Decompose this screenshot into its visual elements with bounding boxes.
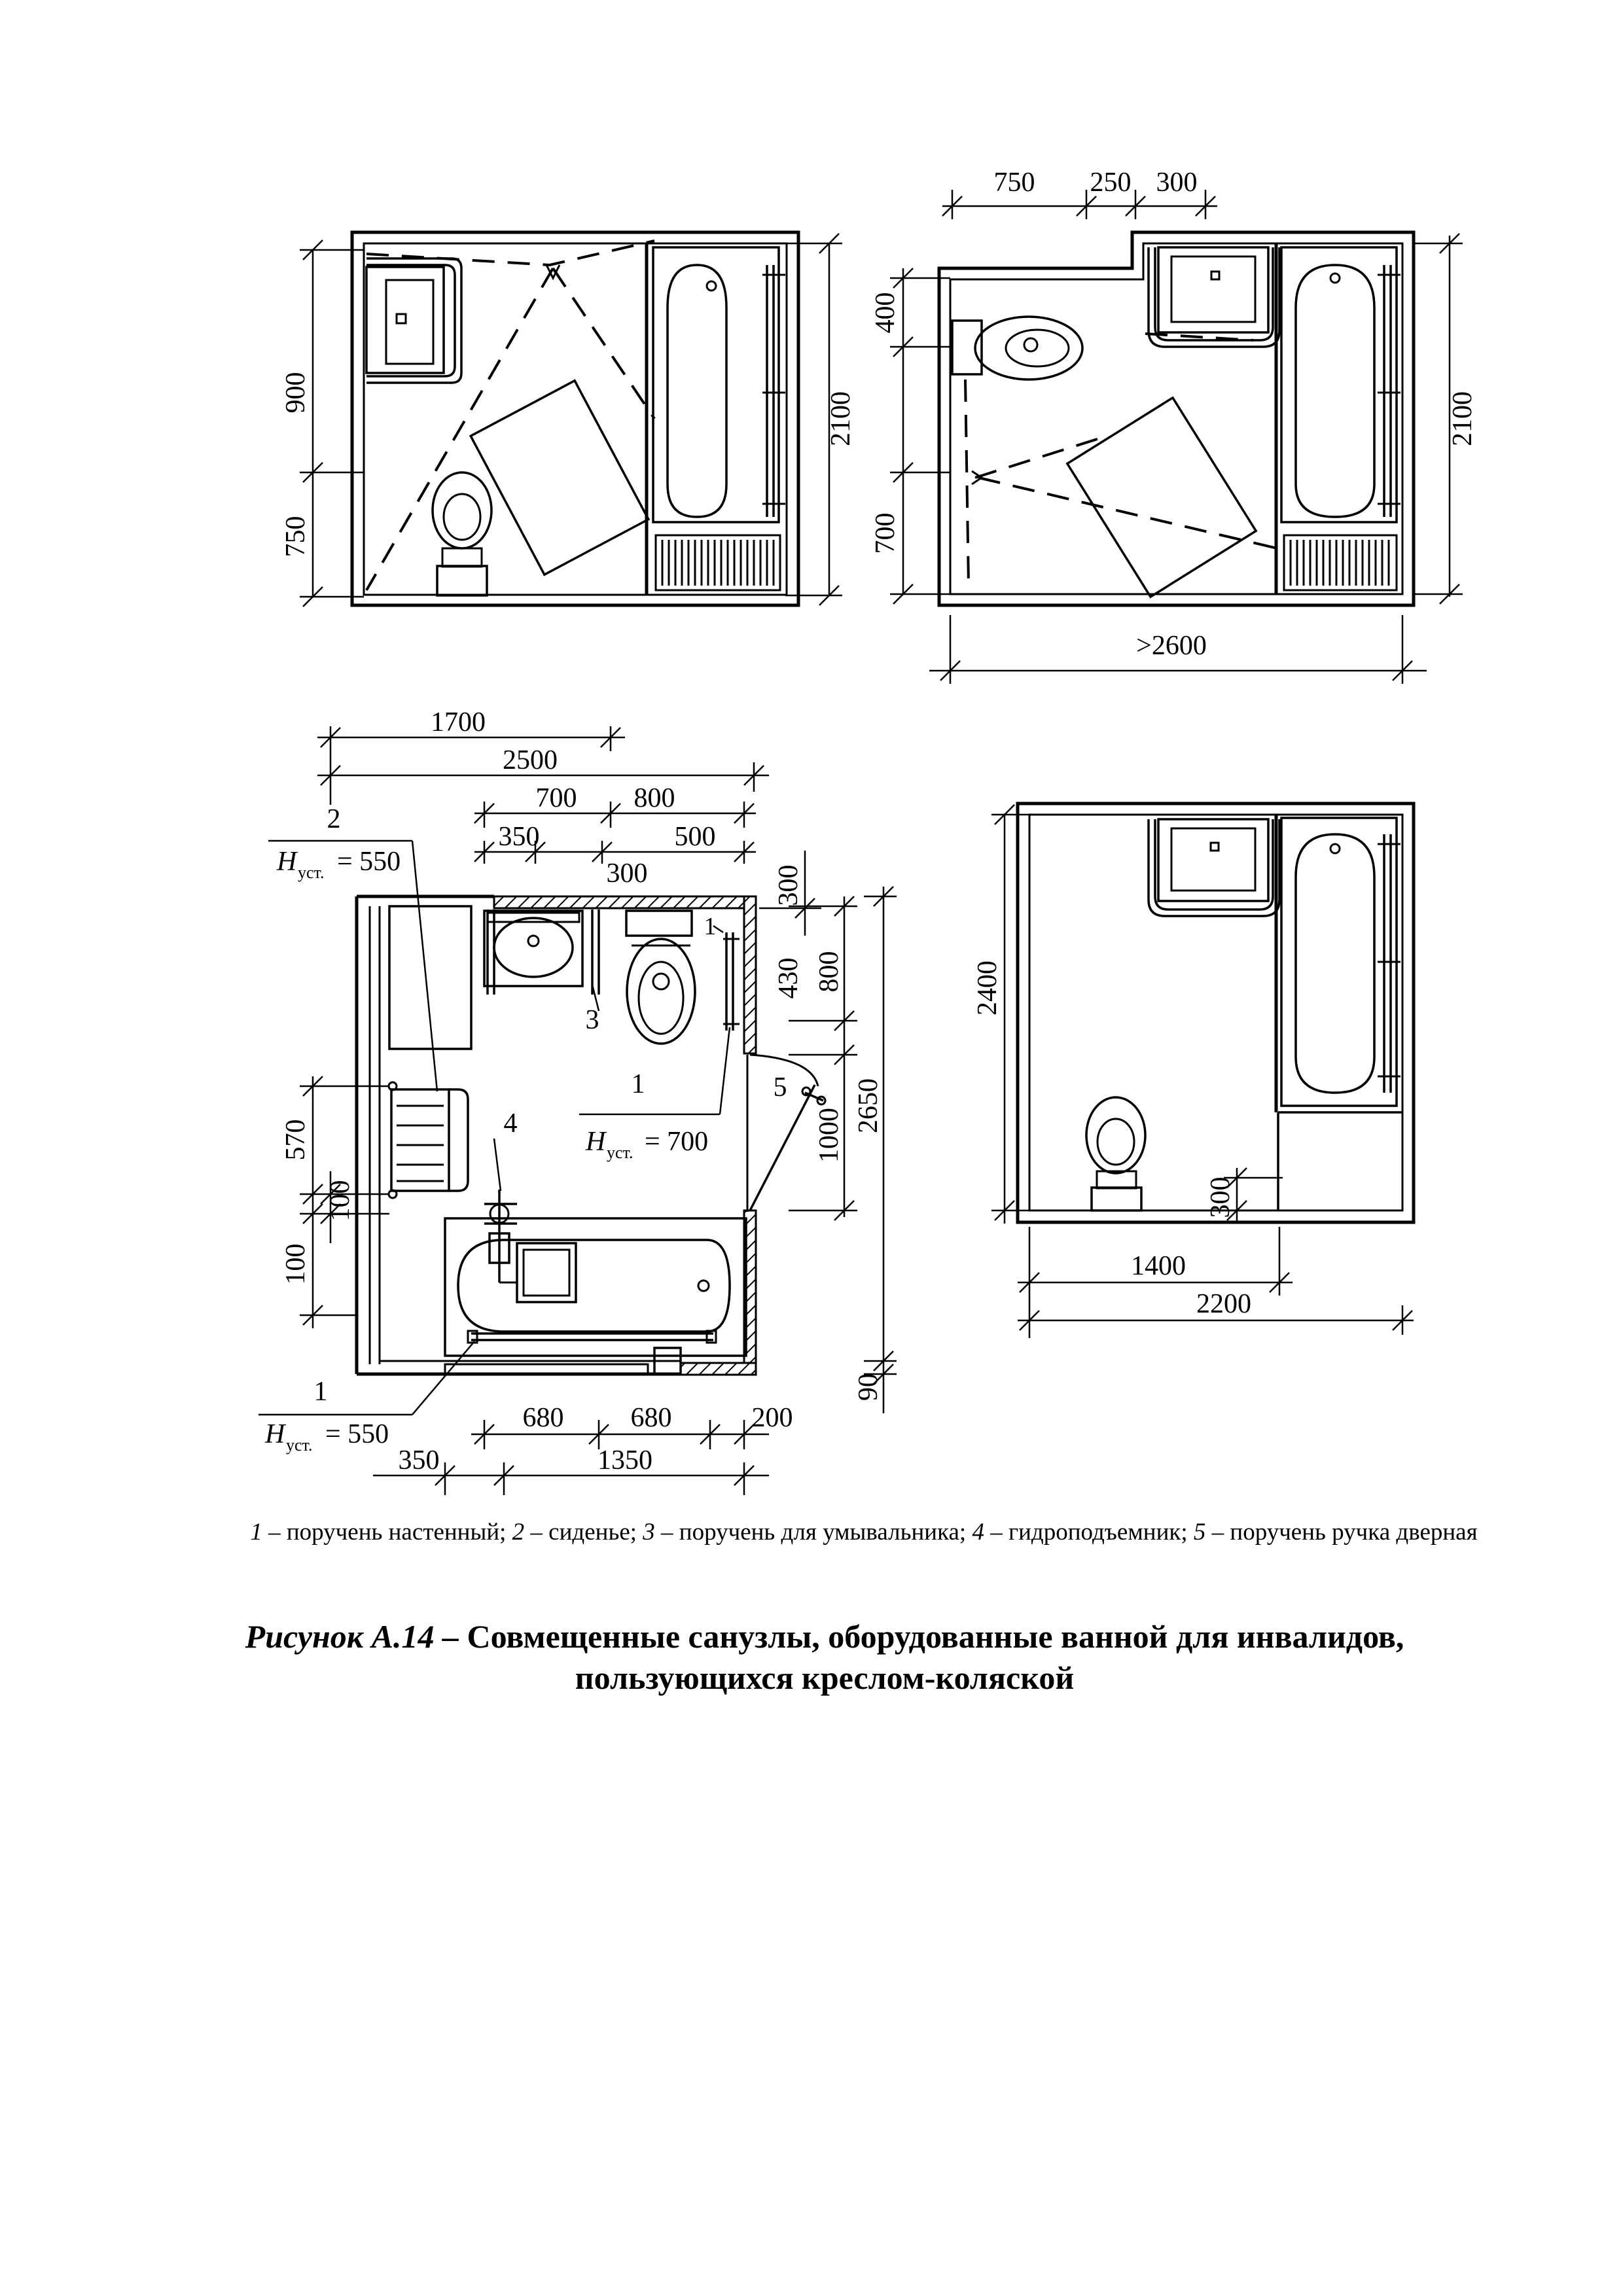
callout-2-sub: уст. [298, 863, 325, 882]
dim-350-bottom: 350 [398, 1445, 440, 1475]
dim-300-right: 300 [774, 864, 804, 906]
dim-900: 900 [281, 372, 311, 414]
bath-handrail [762, 265, 785, 517]
figure-legend [236, 1517, 1492, 1548]
dim-680-right: 680 [630, 1403, 672, 1433]
dim-300-top: 300 [606, 858, 648, 889]
callout-1b-sub: уст. [607, 1143, 633, 1162]
dim-750: 750 [993, 168, 1035, 198]
dim-350: 350 [498, 822, 540, 852]
plan-top-right [870, 168, 1478, 684]
toilet [626, 911, 695, 1044]
bathtub [647, 243, 780, 595]
hydraulic-lift [484, 1190, 576, 1302]
callout-1c-sub: уст. [286, 1436, 313, 1455]
plan-bottom-left [259, 707, 897, 1495]
room-outer-wall [1018, 804, 1414, 1222]
toilet [952, 317, 1082, 380]
dim-2400: 2400 [972, 961, 1003, 1016]
room-inner-wall [364, 243, 787, 595]
legend-text-3: – поручень для умывальника; [654, 1519, 972, 1545]
dim-700: 700 [535, 783, 577, 813]
dim-750: 750 [281, 516, 311, 557]
callout-1b-value: = 700 [645, 1127, 709, 1157]
dim-1400: 1400 [1131, 1251, 1186, 1281]
bathtub [1276, 815, 1397, 1112]
legend-num-1: 1 [250, 1519, 262, 1545]
dim-300: 300 [1205, 1176, 1236, 1218]
dimension-lines [991, 805, 1414, 1338]
dim-100-inner: 100 [325, 1180, 355, 1222]
figure-caption [196, 1616, 1453, 1698]
legend-num-3: 3 [643, 1519, 655, 1545]
room-outer-wall [352, 232, 798, 605]
dim-300: 300 [1156, 168, 1198, 198]
dim-2100: 2100 [1448, 391, 1478, 446]
dim-200: 200 [751, 1403, 793, 1433]
legend-text-5: – поручень ручка дверная [1205, 1519, 1478, 1545]
dim-2200: 2200 [1196, 1289, 1251, 1319]
callout-2-h: H [277, 847, 297, 877]
dim-430: 430 [774, 957, 804, 999]
wheelchair-outline [471, 381, 649, 574]
wheelchair-outline [1067, 398, 1256, 597]
dim-1000: 1000 [814, 1108, 844, 1163]
dim-2600: >2600 [1136, 631, 1207, 661]
dim-500: 500 [674, 822, 716, 852]
wall-handrail [723, 932, 740, 1031]
sink [1149, 247, 1279, 347]
dim-800: 800 [633, 783, 675, 813]
caption-text: Совмещенные санузлы, оборудованные ванной для инвалидов, пользующихся креслом-коляской [459, 1618, 1404, 1696]
dim-90: 90 [853, 1373, 883, 1401]
toilet [1086, 1097, 1145, 1210]
callout-5-number: 5 [773, 1072, 787, 1103]
legend-text-4: – гидроподъемник; [984, 1519, 1194, 1545]
dim-400: 400 [870, 292, 901, 334]
legend-num-4: 4 [972, 1519, 984, 1545]
legend-text-1: – поручень настенный; [262, 1519, 512, 1545]
plan-top-left [281, 232, 856, 607]
dimension-lines [890, 190, 1463, 684]
sink [366, 267, 444, 373]
callout-2-value: = 550 [337, 847, 401, 877]
dim-100-outer: 100 [281, 1243, 311, 1285]
toilet [433, 472, 491, 595]
dim-800-right: 800 [814, 951, 844, 993]
legend-num-2: 2 [512, 1519, 525, 1545]
dim-2650: 2650 [853, 1078, 883, 1133]
sink [484, 911, 582, 986]
callout-2-number: 2 [327, 804, 341, 834]
dim-570: 570 [281, 1119, 311, 1161]
legend-num-5: 5 [1193, 1519, 1206, 1545]
fold-down-seat [389, 1082, 468, 1198]
bath-handrail [468, 1331, 716, 1343]
callout-1a-number: 1 [704, 913, 717, 940]
dim-2100: 2100 [826, 391, 856, 446]
callout-1b-h: H [586, 1127, 606, 1157]
dim-1700: 1700 [431, 707, 486, 737]
sink [1149, 819, 1279, 916]
callout-4-number: 4 [503, 1108, 518, 1139]
wall-top-hatched [494, 896, 756, 908]
dim-2500: 2500 [503, 745, 558, 775]
dim-700: 700 [870, 512, 901, 554]
caption-label: Рисунок А.14 – [245, 1618, 459, 1655]
dim-250: 250 [1090, 168, 1132, 198]
legend-text-2: – сиденье; [524, 1519, 643, 1545]
plan-bottom-right [972, 804, 1414, 1338]
callout-1c-number: 1 [313, 1377, 328, 1407]
callout-1b-number: 1 [631, 1069, 645, 1099]
callout-1c-h: H [265, 1419, 285, 1449]
callout-1c-value: = 550 [325, 1419, 389, 1449]
callout-3-number: 3 [585, 1005, 599, 1035]
dim-680-left: 680 [522, 1403, 564, 1433]
dim-1350: 1350 [597, 1445, 652, 1475]
bathtub [1276, 243, 1397, 594]
